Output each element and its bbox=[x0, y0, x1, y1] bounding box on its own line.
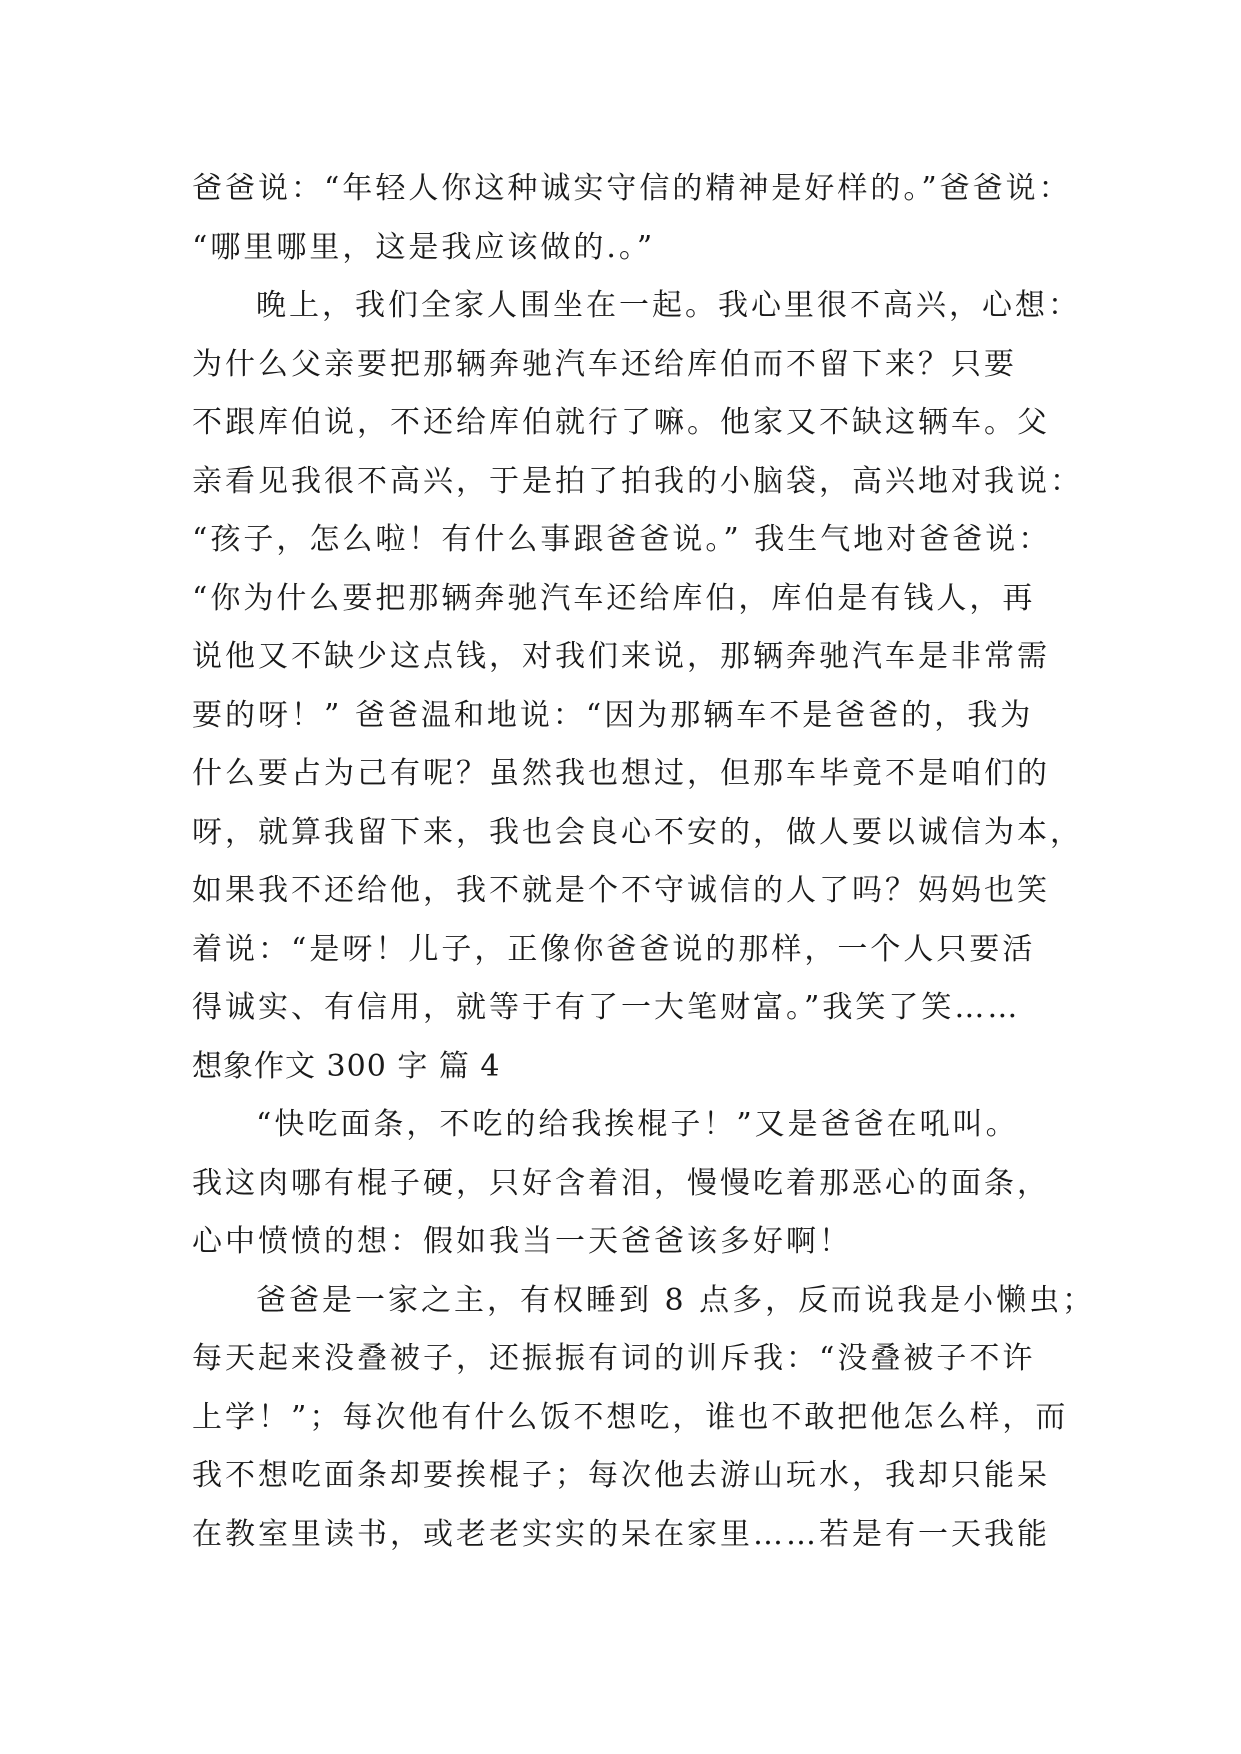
text-line: 在教室里读书，或老老实实的呆在家里……若是有一天我能 bbox=[192, 1516, 1050, 1552]
text-line: “哪里哪里，这是我应该做的.。” bbox=[192, 229, 656, 265]
section-heading: 想象作文 300 字 篇 4 bbox=[192, 1048, 501, 1084]
text-line: 呀，就算我留下来，我也会良心不安的，做人要以诚信为本， bbox=[192, 814, 1083, 850]
text-line: 要的呀！” 爸爸温和地说：“因为那辆车不是爸爸的，我为 bbox=[192, 697, 1034, 733]
text-line: “快吃面条，不吃的给我挨棍子！”又是爸爸在吼叫。 bbox=[256, 1107, 1019, 1142]
text-line: 心中愤愤的想：假如我当一天爸爸该多好啊！ bbox=[192, 1224, 852, 1259]
text-line: 亲看见我很不高兴，于是拍了拍我的小脑袋，高兴地对我说： bbox=[192, 463, 1083, 499]
text-line: 爸爸说：“年轻人你这种诚实守信的精神是好样的。”爸爸说： bbox=[192, 171, 1072, 206]
text-line: 着说：“是呀！儿子，正像你爸爸说的那样，一个人只要活 bbox=[192, 931, 1036, 967]
text-line: “你为什么要把那辆奔驰汽车还给库伯，库伯是有钱人，再 bbox=[192, 580, 1036, 616]
text-line: 什么要占为己有呢？虽然我也想过，但那车毕竟不是咱们的 bbox=[192, 756, 1050, 791]
text-line: 我这肉哪有棍子硬，只好含着泪，慢慢吃着那恶心的面条， bbox=[192, 1165, 1050, 1201]
text-line: 得诚实、有信用，就等于有了一大笔财富。”我笑了笑…… bbox=[192, 990, 1021, 1025]
text-line: 我不想吃面条却要挨棍子；每次他去游山玩水，我却只能呆 bbox=[192, 1458, 1050, 1493]
text-line: 上学！”；每次他有什么饭不想吃，谁也不敢把他怎么样，而 bbox=[192, 1399, 1069, 1435]
text-line: “孩子，怎么啦！有什么事跟爸爸说。” 我生气地对爸爸说： bbox=[192, 522, 1052, 557]
body-text bbox=[192, 160, 1096, 1564]
text-line: 为什么父亲要把那辆奔驰汽车还给库伯而不留下来？只要 bbox=[192, 346, 1017, 382]
text-line: 说他又不缺少这点钱，对我们来说，那辆奔驰汽车是非常需 bbox=[192, 639, 1050, 674]
text-line: 不跟库伯说，不还给库伯就行了嘛。他家又不缺这辆车。父 bbox=[192, 405, 1050, 440]
text-line: 爸爸是一家之主，有权睡到 8 点多，反而说我是小懒虫； bbox=[256, 1282, 1096, 1318]
text-line: 晚上，我们全家人围坐在一起。我心里很不高兴，心想： bbox=[256, 288, 1081, 323]
text-line: 如果我不还给他，我不就是个不守诚信的人了吗？妈妈也笑 bbox=[192, 873, 1050, 908]
text-line: 每天起来没叠被子，还振振有词的训斥我：“没叠被子不许 bbox=[192, 1341, 1036, 1376]
